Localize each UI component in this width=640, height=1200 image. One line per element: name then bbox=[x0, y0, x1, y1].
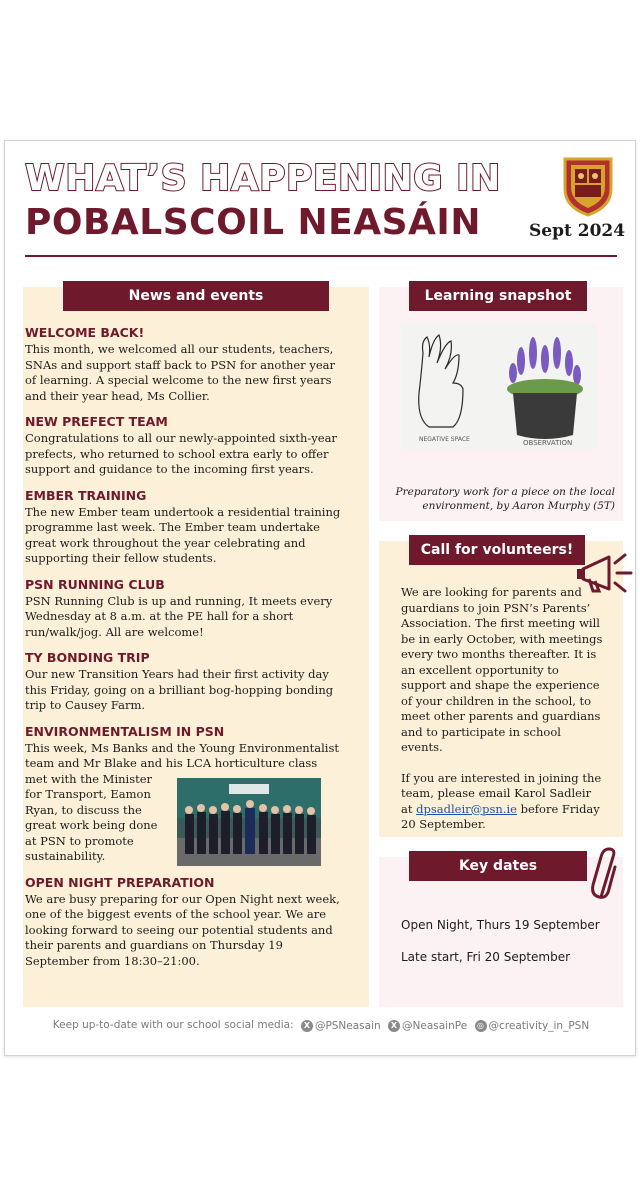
news-item-open-night bbox=[25, 875, 345, 970]
contact-text-before: If you are interested in joining the team, please email Karol Sadleir at bbox=[401, 770, 602, 816]
minister-group-photo bbox=[177, 778, 321, 866]
news-item-title: NEW PREFECT TEAM bbox=[25, 414, 168, 429]
news-list bbox=[25, 325, 345, 979]
volunteers-heading: Call for volunteers! bbox=[409, 535, 585, 565]
news-item-body: This month, we welcomed all our students, teachers, SNAs and support staff back to PSN for another year of learning. A special welcome to the new first years and their year head, Ms Collier. bbox=[25, 342, 335, 403]
news-item bbox=[25, 488, 345, 567]
instagram-handle-text: @creativity_in_PSN bbox=[488, 1020, 590, 1032]
news-item-body: Congratulations to all our newly-appointed sixth-year prefects, who returned to school extra early to offer support and guidance to the incoming first years. bbox=[25, 431, 337, 476]
sketch-label-left: NEGATIVE SPACE bbox=[419, 436, 470, 443]
paperclip-icon bbox=[591, 847, 621, 903]
x-handle-2-text: @NeasainPe bbox=[402, 1020, 468, 1032]
instagram-icon: ◎ bbox=[475, 1020, 487, 1032]
news-item bbox=[25, 650, 345, 714]
volunteers-contact-paragraph bbox=[401, 771, 605, 833]
news-item-body: Our new Transition Years had their first activity day this Friday, going on a brilliant bog-hopping bonding trip to Causey Farm. bbox=[25, 667, 334, 712]
key-date-item: Open Night, Thurs 19 September bbox=[401, 918, 600, 932]
news-item-body: We are busy preparing for our Open Night next week, one of the biggest events of the school year. We are looking forward to seeing our potential students and their parents and guardians on Thursday 19 September from 18:30–21:00. bbox=[25, 891, 340, 968]
x-logo-icon: X bbox=[388, 1020, 400, 1032]
masthead-divider bbox=[25, 255, 617, 257]
news-item-body: The new Ember team undertook a residential training programme last week. The Ember team undertake great work throughout the year celebrating and supporting their fellow students. bbox=[25, 504, 341, 565]
news-item-body: PSN Running Club is up and running, It meets every Wednesday at 8 a.m. at the PE hall for a short run/walk/jog. All are welcome! bbox=[25, 593, 333, 639]
key-dates-list bbox=[401, 917, 621, 981]
news-item-title: OPEN NIGHT PREPARATION bbox=[25, 874, 215, 890]
news-item bbox=[25, 577, 345, 641]
news-item-title: EMBER TRAINING bbox=[25, 487, 147, 503]
news-item-body: This week, Ms Banks and the Young Environmentalist team and Mr Blake and his LCA horticulture class bbox=[25, 740, 340, 770]
volunteers-paragraph: We are looking for parents and guardians to join PSN’s Parents’ Association. The first meeting will be in early October, with meetings every two months thereafter. It is an excellent opportunity to support and shape the experience of your children in the school, to meet other parents and guardians and to participate in school events. bbox=[401, 585, 603, 754]
volunteers-text bbox=[401, 585, 605, 848]
contact-email-link[interactable]: dpsadleir@psn.ie bbox=[416, 801, 517, 816]
artwork-caption: Preparatory work for a piece on the local environment, by Aaron Murphy (5T) bbox=[395, 486, 615, 512]
news-item-body-continued: met with the Minister for Transport, Eamon Ryan, to discuss the great work being done at PSN to promote sustainability. bbox=[25, 771, 158, 863]
news-heading: News and events bbox=[63, 281, 329, 311]
student-artwork-sketch bbox=[401, 323, 597, 449]
instagram-handle[interactable] bbox=[475, 1018, 590, 1034]
school-crest-logo bbox=[561, 155, 615, 217]
news-item-title: TY BONDING TRIP bbox=[25, 650, 150, 665]
x-logo-icon: X bbox=[301, 1020, 313, 1032]
news-item bbox=[25, 325, 345, 404]
news-item-environment bbox=[25, 724, 345, 865]
x-handle-1[interactable] bbox=[301, 1018, 381, 1034]
newsletter-page bbox=[4, 140, 636, 1056]
snapshot-heading: Learning snapshot bbox=[409, 281, 587, 311]
social-footer bbox=[5, 1017, 637, 1034]
news-item-title: WELCOME BACK! bbox=[25, 325, 145, 340]
footer-text: Keep up-to-date with our school social media: bbox=[52, 1019, 294, 1031]
masthead-line-2: POBALSCOIL NEASÁIN bbox=[25, 202, 481, 243]
news-item bbox=[25, 414, 345, 478]
sketch-label-right: OBSERVATION bbox=[523, 439, 573, 447]
key-date-item: Late start, Fri 20 September bbox=[401, 950, 571, 964]
key-dates-heading: Key dates bbox=[409, 851, 587, 881]
contact-text-after: before Friday 20 September. bbox=[401, 801, 600, 831]
x-handle-2[interactable] bbox=[388, 1018, 467, 1034]
news-item-title: PSN RUNNING CLUB bbox=[25, 576, 165, 592]
masthead-line-1: WHAT’S HAPPENING IN bbox=[25, 158, 501, 199]
issue-date: Sept 2024 bbox=[529, 221, 626, 241]
x-handle-1-text: @PSNeasain bbox=[314, 1020, 381, 1032]
news-item-title: ENVIRONMENTALISM IN PSN bbox=[25, 723, 225, 739]
